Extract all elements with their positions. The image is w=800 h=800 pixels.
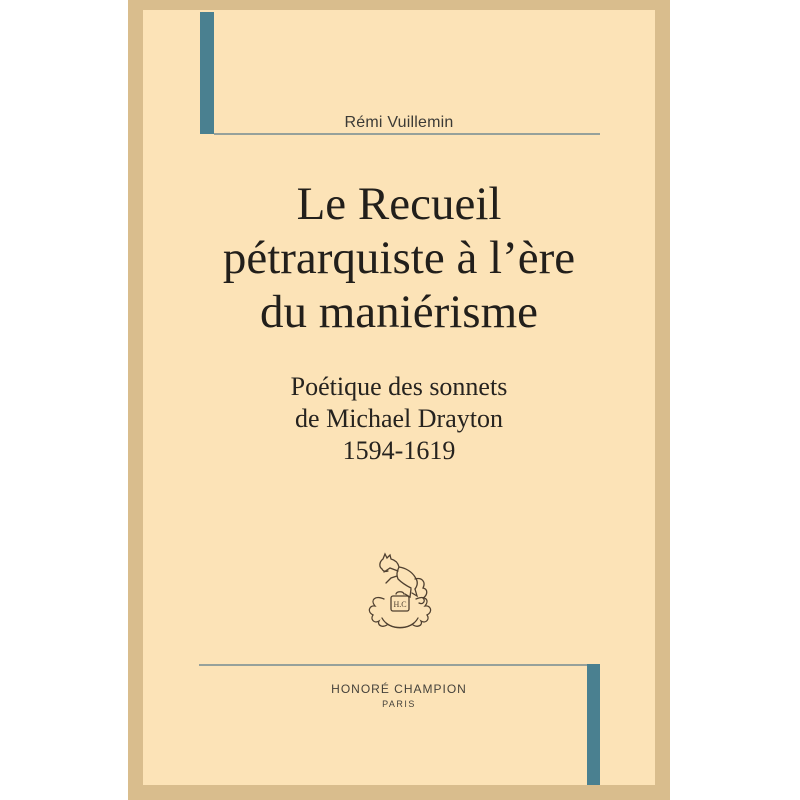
- book-cover: [128, 0, 670, 800]
- bottom-rule: [199, 664, 587, 666]
- rearing-horse-emblem-icon: [362, 552, 438, 634]
- book-title: [143, 177, 655, 339]
- title-line: pétrarquiste à l’ère: [222, 232, 576, 284]
- publisher-city: PARIS: [382, 699, 416, 709]
- book-subtitle: [143, 371, 655, 467]
- publisher-name: HONORÉ CHAMPION: [331, 682, 467, 696]
- author-name: Rémi Vuillemin: [344, 114, 454, 131]
- subtitle-line: de Michael Drayton: [295, 404, 503, 433]
- top-rule: [214, 133, 600, 135]
- teal-accent-bar-top-left: [200, 12, 214, 134]
- title-line: du maniérisme: [259, 286, 538, 338]
- emblem-monogram: H.C: [393, 600, 407, 609]
- cover-inner-panel: [143, 10, 655, 785]
- subtitle-line: Poétique des sonnets: [290, 372, 508, 401]
- subtitle-line: 1594-1619: [342, 436, 456, 465]
- title-line: Le Recueil: [296, 178, 502, 230]
